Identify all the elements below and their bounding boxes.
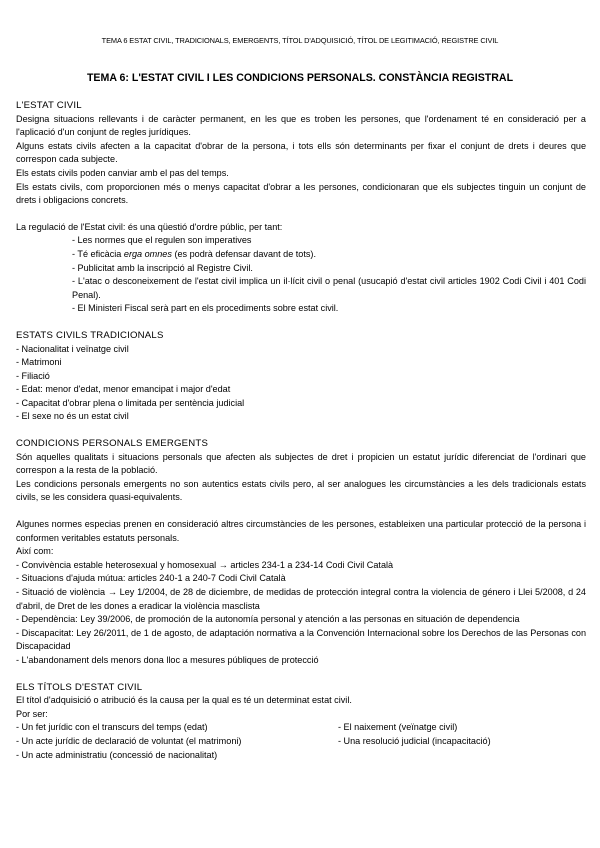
list-row xyxy=(16,721,586,735)
paragraph: Així com: xyxy=(16,546,54,557)
list-item: - Un acte administratiu (concessió de nacionalitat) xyxy=(16,749,218,760)
section-heading-titols: ELS TÍTOLS D'ESTAT CIVIL xyxy=(16,681,143,693)
paragraph: Els estats civils, com proporcionen més o menys capacitat d'obrar a les persones, condicionaran que els subjectes tinguin un conjunt de drets i obligacions concrets. xyxy=(16,181,586,206)
list-item: - Les normes que el regulen son imperatives xyxy=(72,235,252,246)
list-item: - El sexe no és un estat civil xyxy=(16,411,129,422)
list-item: - Capacitat d'obrar plena o limitada per sentència judicial xyxy=(16,397,245,408)
document-title: TEMA 6: L'ESTAT CIVIL I LES CONDICIONS PERSONALS. CONSTÀNCIA REGISTRAL xyxy=(86,72,514,84)
list-item: - Situacions d'ajuda mútua: articles 240-1 a 240-7 Codi Civil Català xyxy=(16,573,286,584)
list-item: - Publicitat amb la inscripció al Registre Civil. xyxy=(72,262,253,273)
list-item: - Matrimoni xyxy=(16,357,62,368)
list-item: - Situació de violència → Ley 1/2004, de 28 de diciembre, de medidas de protección integral contra la violencia de género i Llei 5/2008, d 24 d'abril, de Dret de les dones a eradicar la violència masclista xyxy=(16,587,586,611)
paragraph: Alguns estats civils afecten a la capacitat d'obrar de la persona, i tots ells són determinants per fixar el conjunt de drets i deures que correspon cada subjecte. xyxy=(16,140,586,165)
paragraph: Les condicions personals emergents no son autentics estats civils pero, al ser analogues les circumstàncies a les dels tradicionals estats civils, se les considera quasi-equivalents. xyxy=(16,478,586,503)
list-item: - Una resolució judicial (incapacitació) xyxy=(338,735,491,746)
list-item: - Filiació xyxy=(16,370,50,381)
list-item: - L'abandonament dels menors dona lloc a mesures públiques de protecció xyxy=(16,654,319,665)
paragraph: Són aquelles qualitats i situacions personals que afecten als subjectes de dret i propicien un estatut jurídic diferenciat de l'ordinari que correspon a la resta de la població. xyxy=(16,451,586,476)
list-item: - Discapacitat: Ley 26/2011, de 1 de agosto, de adaptación normativa a la Convención Internacional sobre los Derechos de las Personas con Discapacidad xyxy=(16,627,586,652)
running-header: TEMA 6 ESTAT CIVIL, TRADICIONALS, EMERGENTS, TÍTOL D'ADQUISICIÓ, TÍTOL DE LEGITIMACIÓ, REGISTRE CIVIL xyxy=(101,36,499,45)
list-item: - Un fet jurídic con el transcurs del temps (edat) xyxy=(16,722,208,733)
paragraph: El títol d'adquisició o atribució és la causa per la qual es té un determinat estat civil. xyxy=(16,695,352,706)
list-item: - Té eficàcia erga omnes (es podrà defensar davant de tots). xyxy=(72,248,316,259)
paragraph: Algunes normes especias prenen en consideració altres circumstàncies de les persones, estableixen una particular protecció de la persona i conformen veritables estatuts personals. xyxy=(16,519,586,543)
list-item: - Un acte jurídic de declaració de voluntat (el matrimoni) xyxy=(16,735,242,746)
list-item: - Nacionalitat i veïnatge civil xyxy=(16,343,129,354)
list-item: - Dependència: Ley 39/2006, de promoción de la autonomía personal y atención a las personas en situación de dependencia xyxy=(16,614,520,625)
paragraph: Por ser: xyxy=(16,708,48,719)
paragraph: La regulació de l'Estat civil: és una qüestió d'ordre públic, per tant: xyxy=(16,221,283,232)
paragraph: Designa situacions rellevants i de caràcter permanent, en les que es troben les persones, que l'ordenament té en consideració per a l'aplicació d'un conjunt de regles jurídiques. xyxy=(16,113,586,138)
section-heading-tradicionals: ESTATS CIVILS TRADICIONALS xyxy=(16,329,164,341)
document-body xyxy=(16,99,586,762)
list-row xyxy=(16,735,586,749)
section-heading-estat-civil: L'ESTAT CIVIL xyxy=(16,100,82,111)
list-item: - Convivència estable heterosexual y homosexual → articles 234-1 a 234-14 Codi Civil Català xyxy=(16,559,394,570)
paragraph: Els estats civils poden canviar amb el pas del temps. xyxy=(16,167,229,178)
list-item: - Edat: menor d'edat, menor emancipat i major d'edat xyxy=(16,384,231,395)
section-heading-emergents: CONDICIONS PERSONALS EMERGENTS xyxy=(16,438,209,450)
list-item: - El Ministeri Fiscal serà part en els procediments sobre estat civil. xyxy=(72,303,339,314)
list-item: - L'atac o desconeixement de l'estat civil implica un il·lícit civil o penal (usucapió d'estat civil articles 1902 Codi Civil i 401 Codi Penal). xyxy=(72,276,586,300)
list-item: - El naixement (veïnatge civil) xyxy=(338,722,458,733)
italic-term: erga omnes xyxy=(123,248,172,259)
